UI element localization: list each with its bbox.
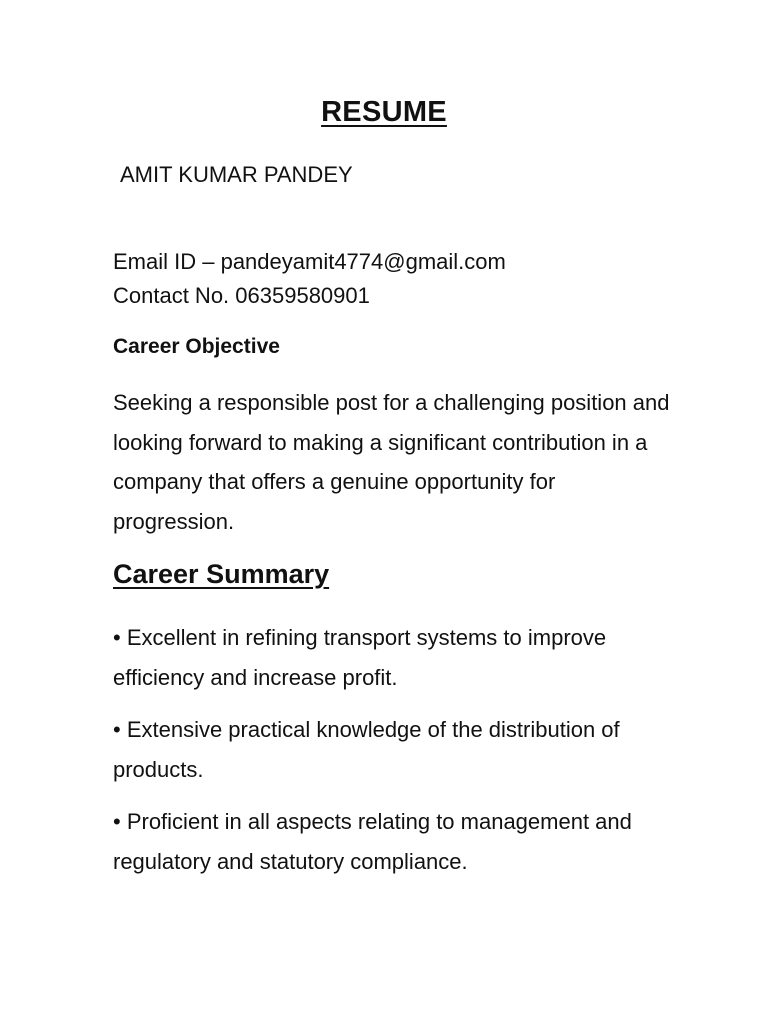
career-objective-text: Seeking a responsible post for a challenging position and looking forward to making a significant contribution in a company that offers a genuine opportunity for progression. xyxy=(113,390,670,534)
resume-title: RESUME xyxy=(321,96,447,128)
summary-item: • Proficient in all aspects relating to management and regulatory and statutory compliance. xyxy=(113,809,632,874)
career-summary-heading: Career Summary xyxy=(113,559,330,589)
summary-item: • Excellent in refining transport systems to improve efficiency and increase profit. xyxy=(113,625,607,690)
summary-item: • Extensive practical knowledge of the distribution of products. xyxy=(113,717,620,782)
email-line: Email ID – pandeyamit4774@gmail.com xyxy=(113,249,506,274)
candidate-name: AMIT KUMAR PANDEY xyxy=(120,162,353,187)
career-objective-heading: Career Objective xyxy=(113,335,280,358)
contact-number-line: Contact No. 06359580901 xyxy=(113,283,370,308)
